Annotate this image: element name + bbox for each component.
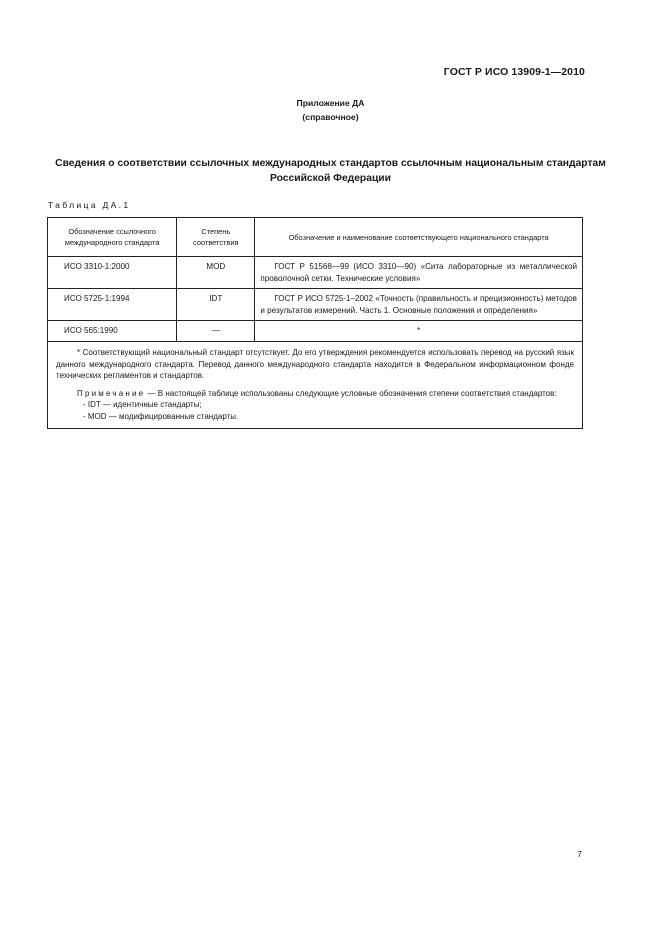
note-label: Примечание — [77, 388, 146, 398]
table-row — [48, 257, 583, 289]
note-item: - IDT — идентичные стандарты; — [83, 400, 202, 410]
reference-cell: ИСО 5725-1:1994 — [48, 289, 177, 321]
table-row — [48, 289, 583, 321]
degree-cell: MOD — [177, 257, 255, 289]
table-header-row — [48, 218, 583, 257]
section-title: Сведения о соответствии ссылочных международных стандартов ссылочным национальным стандартам Российской Федерации — [55, 158, 606, 184]
note-item: - MOD — модифицированные стандарты. — [83, 411, 239, 421]
table-row — [48, 321, 583, 342]
note-paragraph — [56, 388, 574, 400]
table-footnote-cell — [48, 341, 583, 428]
header-national-standard: Обозначение и наименование соответствующего национального стандарта — [255, 218, 583, 257]
header-reference: Обозначение ссылочного международного стандарта — [48, 218, 177, 257]
degree-cell: — — [177, 321, 255, 342]
national-standard-cell: * — [255, 321, 583, 342]
national-standard-cell — [255, 257, 583, 289]
note-text: — В настоящей таблице использованы следующие условные обозначения степени соответствия стандартов: — [147, 388, 557, 398]
table-footnote-row — [48, 341, 583, 428]
national-standard-cell — [255, 289, 583, 321]
table-label: Таблица ДА.1 — [48, 200, 131, 210]
national-standard-text: ГОСТ Р 51568—99 (ИСО 3310—90) «Сита лабораторные из металлической проволочной сетки. Технические условия» — [260, 262, 577, 283]
national-standard-text: ГОСТ Р ИСО 5725-1–2002 «Точность (правильность и прецизионность) методов и результатов измерений. Часть 1. Основные положения и определения» — [260, 294, 577, 315]
annex-title: Приложение ДА — [296, 98, 365, 108]
degree-cell: IDT — [177, 289, 255, 321]
annex-status: (справочное) — [302, 112, 359, 122]
page-number: 7 — [577, 849, 582, 859]
document-code: ГОСТ Р ИСО 13909-1—2010 — [443, 66, 585, 78]
footnote-text: * Соответствующий национальный стандарт отсутствует. До его утверждения рекомендуется использовать перевод на русский язык данного международного стандарта. Перевод данного международного стандарта находится в Федеральном информационном фонде технических регламентов и стандартов. — [56, 347, 574, 381]
reference-cell: ИСО 565:1990 — [48, 321, 177, 342]
reference-cell: ИСО 3310-1:2000 — [48, 257, 177, 289]
annex-heading — [0, 96, 661, 124]
correspondence-table — [47, 217, 583, 429]
header-degree: Степень соответствия — [177, 218, 255, 257]
